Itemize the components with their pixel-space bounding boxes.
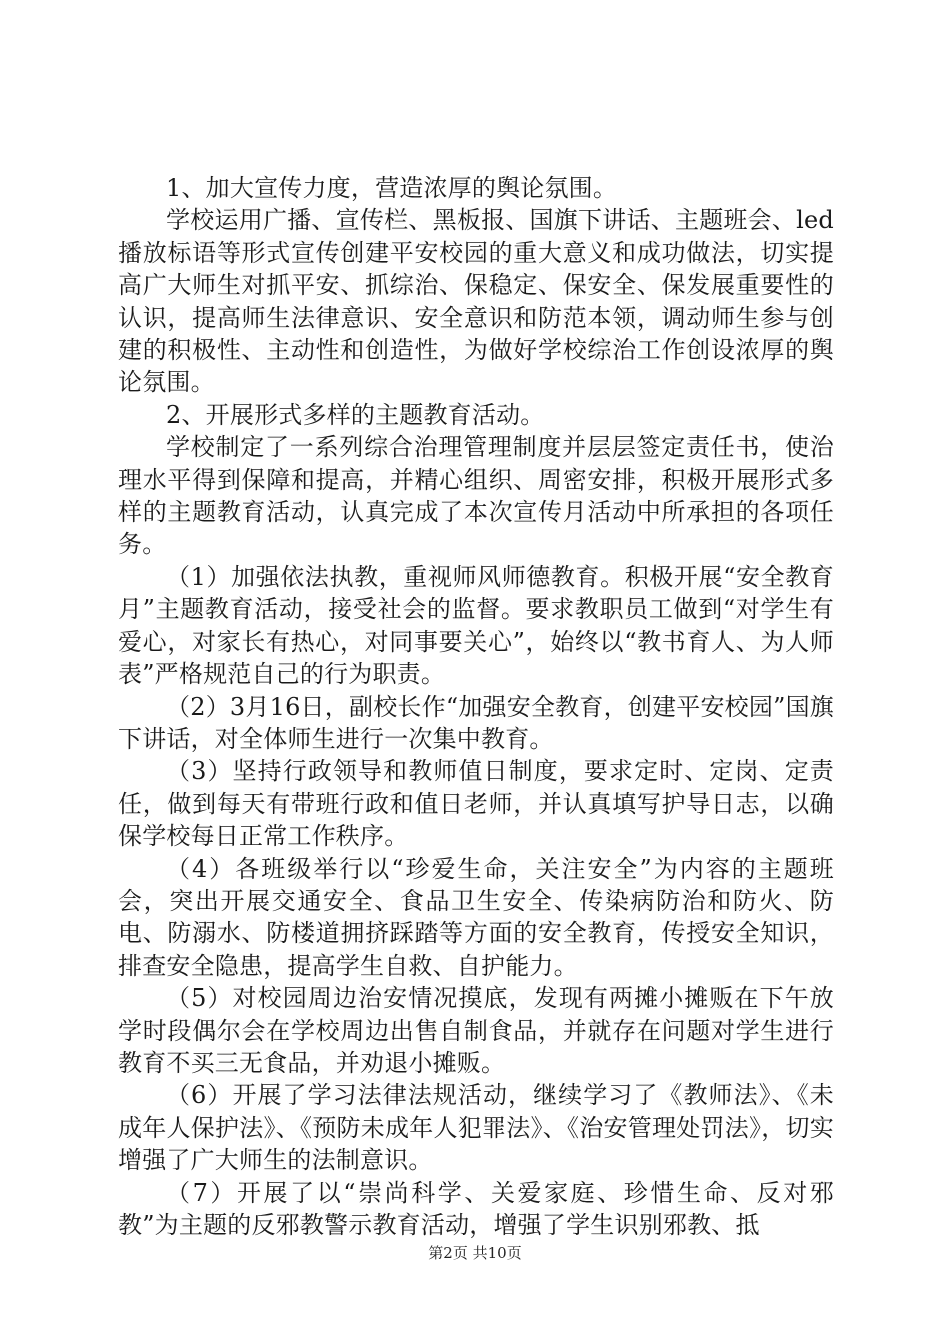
list-item: （2）3月16日，副校长作“加强安全教育，创建平安校园”国旗下讲话，对全体师生进行一次集中教育。 [118, 692, 834, 753]
paragraph: 学校运用广播、宣传栏、黑板报、国旗下讲话、主题班会、led播放标语等形式宣传创建平安校园的重大意义和成功做法，切实提高广大师生对抓平安、抓综治、保稳定、保安全、保发展重要性的认识，提高师生法律意识、安全意识和防范本领，调动师生参与创建的积极性、主动性和创造性，为做好学校综治工作创设浓厚的舆论氛围。 [118, 206, 834, 397]
list-item: （6）开展了学习法律法规活动，继续学习了《教师法》、《未成年人保护法》、《预防未成年人犯罪法》、《治安管理处罚法》，切实增强了广大师生的法制意识。 [118, 1081, 834, 1175]
list-item: （5）对校园周边治安情况摸底，发现有两摊小摊贩在下午放学时段偶尔会在学校周边出售自制食品，并就存在问题对学生进行教育不买三无食品，并劝退小摊贩。 [118, 984, 834, 1077]
page-number: 第2页 共10页 [428, 1244, 522, 1262]
list-item: （3）坚持行政领导和教师值日制度，要求定时、定岗、定责任，做到每天有带班行政和值日老师，并认真填写护导日志，以确保学校每日正常工作秩序。 [118, 757, 834, 851]
page-footer [0, 1242, 950, 1263]
document-body [118, 172, 834, 1241]
list-item: （7）开展了以“崇尚科学、关爱家庭、珍惜生命、反对邪教”为主题的反邪教警示教育活动，增强了学生识别邪教、抵 [118, 1178, 834, 1239]
list-item: （4）各班级举行以“珍爱生命，关注安全”为内容的主题班会，突出开展交通安全、食品卫生安全、传染病防治和防火、防电、防溺水、防楼道拥挤踩踏等方面的安全教育，传授安全知识，排查安全隐患，提高学生自救、自护能力。 [118, 854, 834, 980]
section-heading: 2、开展形式多样的主题教育活动。 [166, 400, 545, 429]
section-heading: 1、加大宣传力度，营造浓厚的舆论氛围。 [166, 174, 618, 202]
list-item: （1）加强依法执教，重视师风师德教育。积极开展“安全教育月”主题教育活动，接受社会的监督。要求教职员工做到“对学生有爱心，对家长有热心，对同事要关心”，始终以“教书育人、为人师表”严格规范自己的行为职责。 [118, 562, 834, 689]
paragraph: 学校制定了一系列综合治理管理制度并层层签定责任书，使治理水平得到保障和提高，并精心组织、周密安排，积极开展形式多样的主题教育活动，认真完成了本次宣传月活动中所承担的各项任务。 [118, 433, 834, 559]
